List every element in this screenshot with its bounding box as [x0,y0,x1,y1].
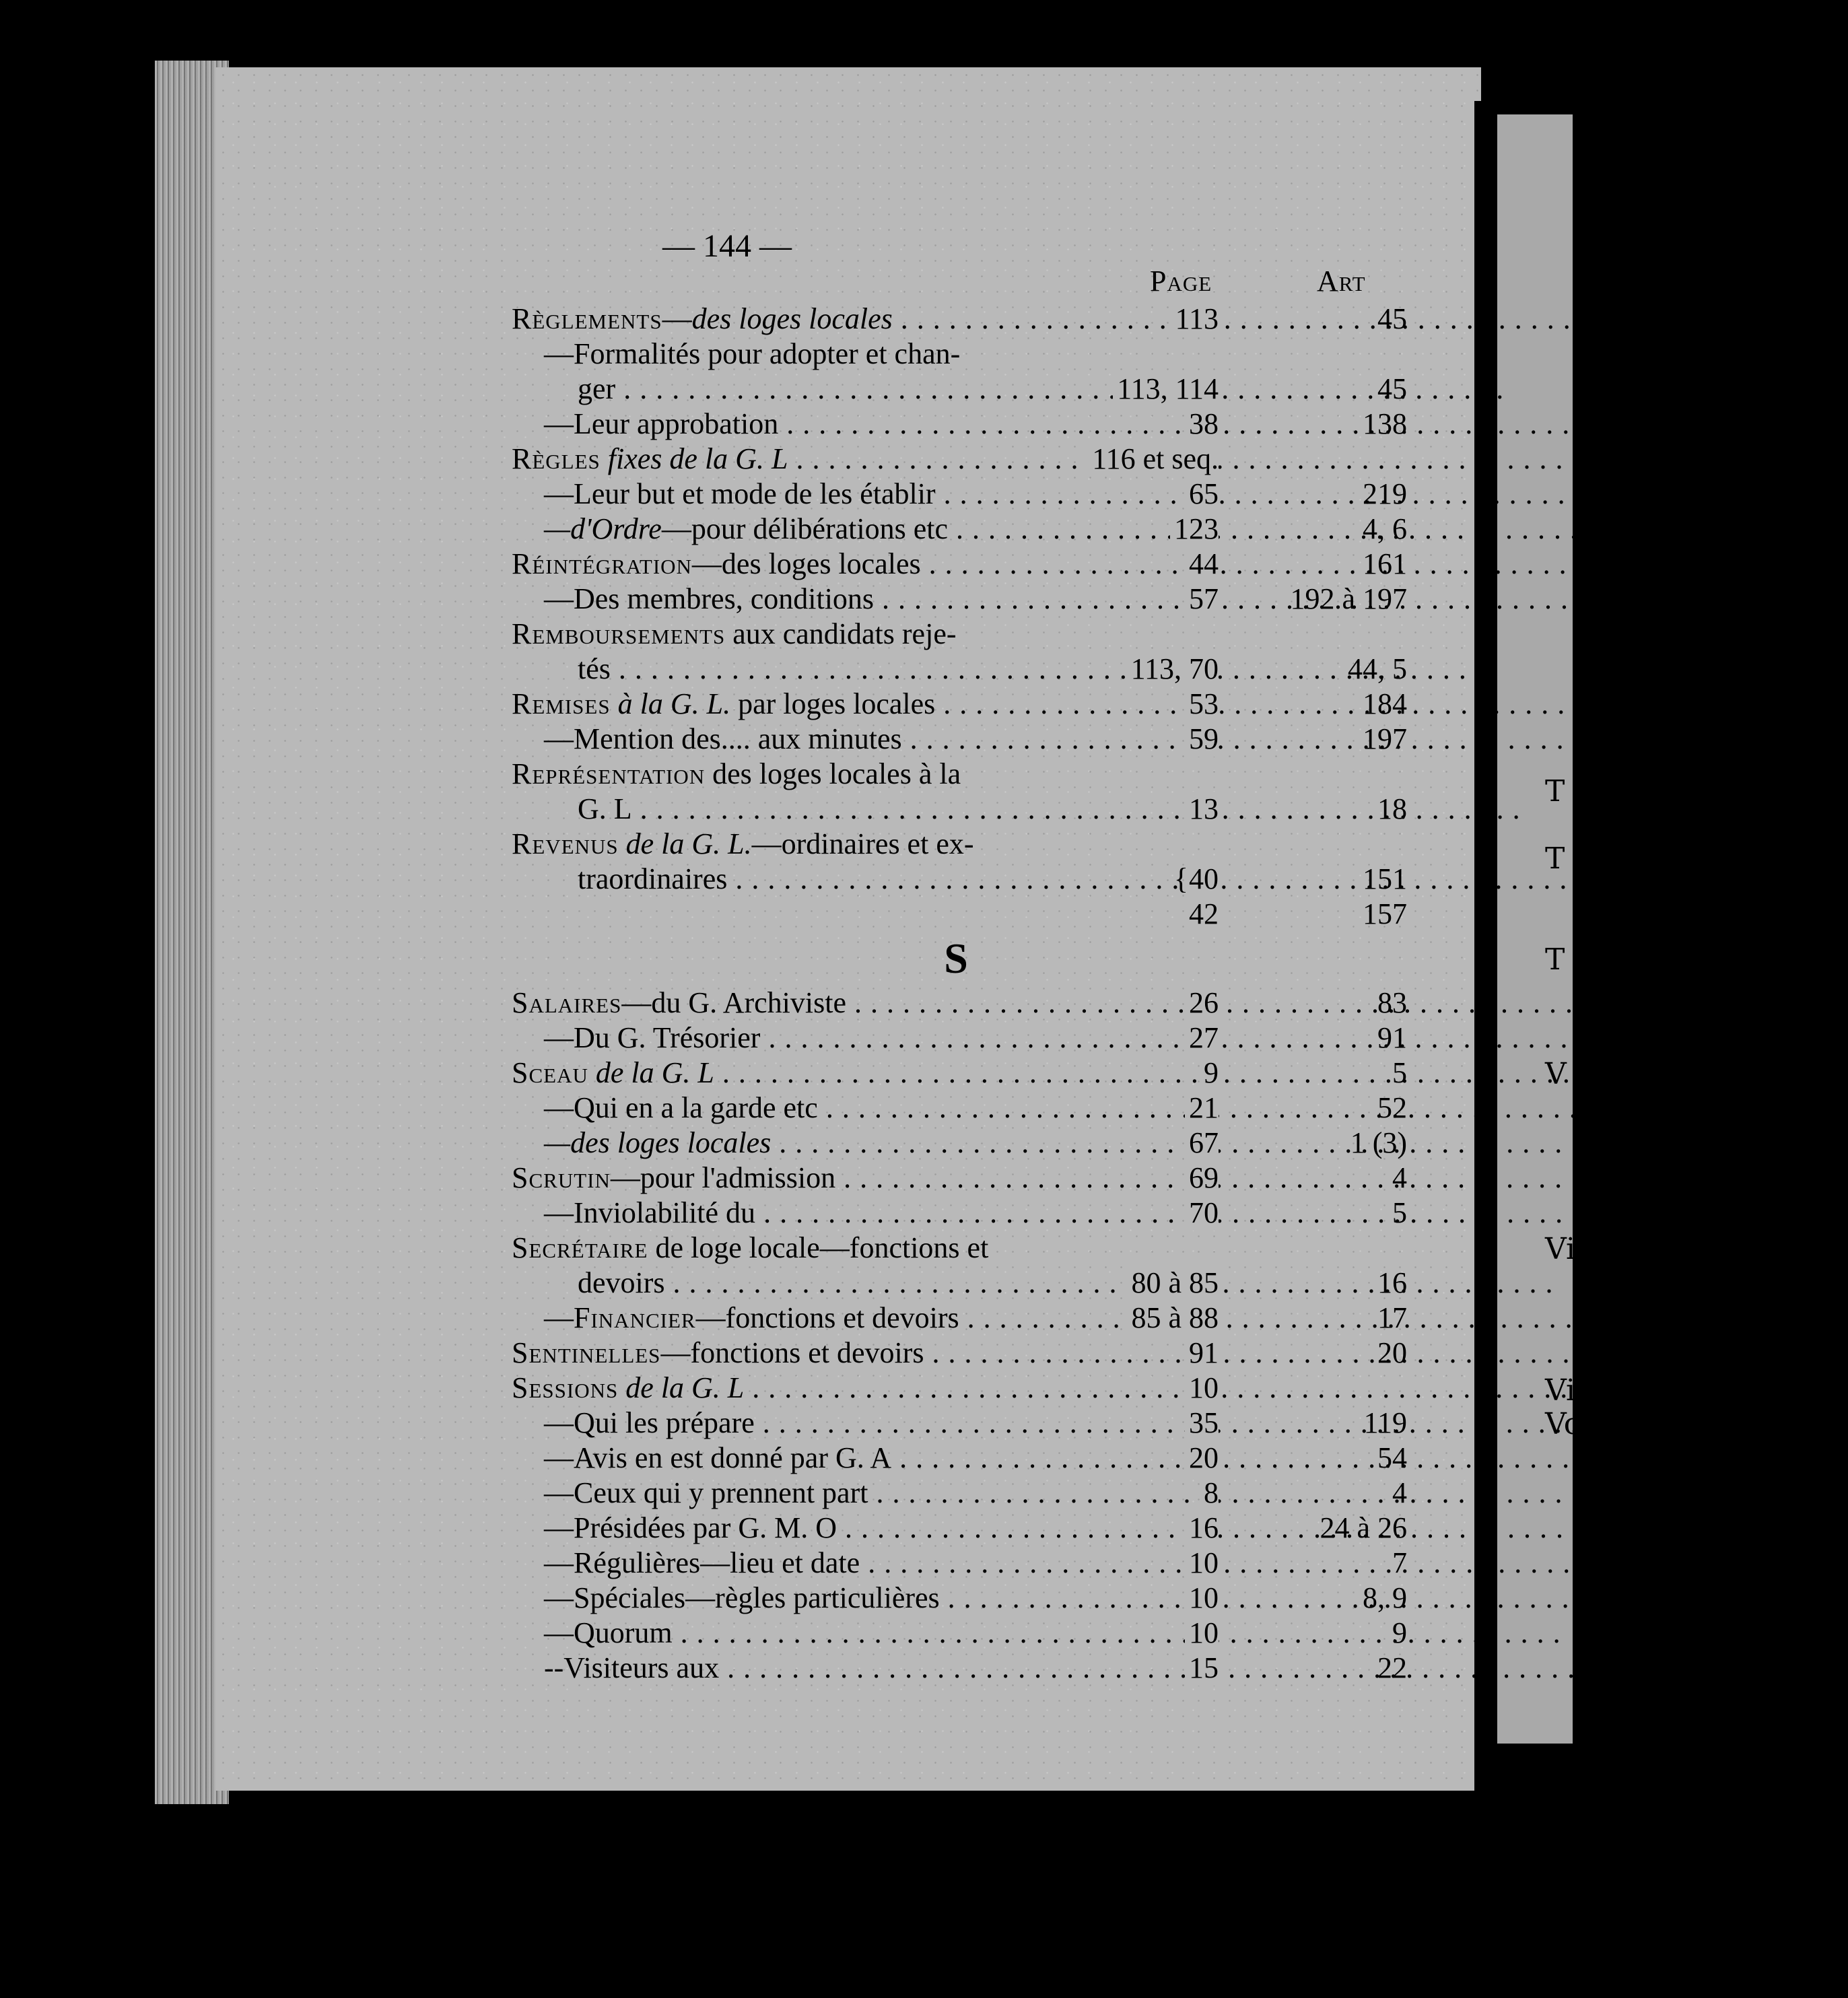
entry-heading: Sessions [512,1371,619,1404]
entry-label [544,512,1131,547]
entry-text: —Leur but et mode de les établir [544,477,936,510]
entry-heading: Remboursements [512,617,726,650]
index-section-r [512,302,1421,932]
entry-italic: à la G. L. [617,687,731,720]
entry-text [619,827,626,860]
page-ref: 9 [1200,1056,1219,1091]
page-ref: 27 [1185,1021,1219,1056]
index-entry [512,1161,1421,1196]
entry-text: —Qui les prépare [544,1406,755,1439]
entry-text: —pour délibérations etc [661,512,949,545]
entry-text: par loges locales [730,687,936,720]
page-ref: 16 [1185,1511,1219,1546]
article-ref: 52 [1377,1091,1407,1124]
page-ref: 15 [1185,1651,1219,1686]
entry-label [544,582,1131,617]
entry-text: —pour l'admission [610,1161,836,1194]
page-number: — 144 — [662,228,792,264]
entry-text: —Qui en a la garde etc [544,1091,818,1124]
index-entry [512,792,1421,827]
entry-label [512,757,1131,792]
page-ref: 91 [1185,1336,1219,1371]
entry-text: tés [578,652,611,685]
index-entry [512,1231,1421,1266]
index-entry [512,372,1421,407]
article-ref: 184 [1363,687,1407,720]
index-entry [512,1581,1421,1616]
page-ref: 8 [1200,1476,1219,1511]
entry-italic: —des loges locales [544,1126,772,1159]
page-ref: 53 [1185,687,1219,722]
article-ref: 4, 6 [1363,512,1407,545]
page-ref: 67 [1185,1126,1219,1161]
entry-label [544,1301,1131,1336]
index-entry [512,617,1421,652]
facing-page-letter: Vi [1545,1373,1576,1408]
entry-text: —des loges locales [691,547,921,580]
article-ref: 151 [1363,862,1407,895]
facing-page-letter: V [1545,1057,1567,1091]
entry-text: —Des membres, conditions [544,582,875,615]
article-ref: 22 [1377,1651,1407,1684]
entry-italic: des loges locales [691,302,893,335]
index-text [512,229,1421,1686]
entry-text: aux candidats reje- [725,617,957,650]
entry-text: —Présidées par G. M. O [544,1511,837,1544]
index-entry [512,827,1421,862]
entry-text: des loges locales à la [705,757,961,790]
article-ref: 45 [1377,302,1407,335]
article-ref: 161 [1363,547,1407,580]
entry-label [578,652,1131,687]
entry-label [512,1336,1131,1371]
article-ref: 192 à 197 [1290,582,1407,615]
entry-label [512,827,1131,862]
entry-text: --Visiteurs aux [544,1651,720,1684]
page-ref: 10 [1185,1546,1219,1581]
article-ref: 4 [1392,1476,1407,1509]
article-ref: 157 [1363,897,1407,930]
section-letter: S [944,934,968,982]
article-ref: 24 à 26 [1320,1511,1407,1544]
entry-italic: —d'Ordre [544,512,662,545]
entry-text: —Spéciales—règles particulières [544,1581,940,1614]
entry-label [578,792,1131,827]
entry-text: —ordinaires et ex- [751,827,974,860]
page-ref: 21 [1185,1091,1219,1126]
page-ref: 10 [1185,1616,1219,1651]
index-entry [512,1336,1421,1371]
column-header-art: Art [1317,265,1366,298]
entry-text: —Régulières—lieu et date [544,1546,860,1579]
page-ref: 38 [1185,407,1219,442]
article-ref: 219 [1363,477,1407,510]
entry-text [601,442,608,475]
article-ref: 8, 9 [1363,1581,1407,1614]
entry-italic: de la G. L [595,1056,714,1089]
entry-label [512,547,1131,582]
entry-text: —Quorum [544,1616,673,1649]
entry-text: —Du G. Trésorier [544,1021,761,1054]
page-ref: 35 [1185,1406,1219,1441]
entry-heading: Secrétaire [512,1231,648,1264]
entry-label [544,1651,1131,1686]
entry-text: —Mention des.... aux minutes [544,722,902,755]
index-entry [512,1056,1421,1091]
index-entry [512,582,1421,617]
page-ref: 20 [1185,1441,1219,1476]
index-entry [512,1091,1421,1126]
article-ref: 5 [1392,1056,1407,1089]
entry-label [512,687,1131,722]
index-entry [512,1441,1421,1476]
entry-label [544,1091,1131,1126]
index-entry [512,1301,1421,1336]
page-ref: 13 [1185,792,1219,827]
page-ref: 57 [1185,582,1219,617]
page-ref: 113 [1171,302,1219,337]
article-ref: 5 [1392,1196,1407,1229]
article-ref: 9 [1392,1616,1407,1649]
index-entry [512,337,1421,372]
index-entry [512,986,1421,1021]
entry-label [578,862,1131,897]
page-ref: 26 [1185,986,1219,1021]
entry-heading: Règlements [512,302,662,335]
index-entry [512,1126,1421,1161]
page-ref: 116 et seq. [1088,442,1219,477]
article-ref: 119 [1363,1406,1407,1439]
entry-label [544,1476,1131,1511]
entry-label [578,1266,1131,1301]
index-entry [512,722,1421,757]
index-entry [512,1196,1421,1231]
facing-page-letter: Vi [1545,1232,1576,1266]
page-ref: 69 [1185,1161,1219,1196]
page-ref: 113, 114 [1113,372,1219,407]
page-ref: 113, 70 [1127,652,1219,687]
entry-text: de loge locale—fonctions et [648,1231,989,1264]
article-ref: 197 [1363,722,1407,755]
index-section-s [512,986,1421,1686]
article-ref: 83 [1377,986,1407,1019]
entry-text: traordinaires [578,862,728,895]
index-entry [512,1406,1421,1441]
entry-italic: fixes de la G. L [607,442,788,475]
entry-italic: de la G. L [625,1371,745,1404]
entry-text: — [544,1301,574,1334]
entry-italic: de la G. L. [625,827,752,860]
page-ref: 42 [1185,897,1219,932]
index-entry [512,1511,1421,1546]
entry-label [544,1441,1131,1476]
entry-text: —Inviolabilité du [544,1196,756,1229]
article-ref: 7 [1392,1546,1407,1579]
index-entry [512,1651,1421,1686]
article-ref: 4 [1392,1161,1407,1194]
article-ref: 54 [1377,1441,1407,1474]
page-ref: 80 à 85 [1127,1266,1219,1301]
entry-label [544,1581,1131,1616]
entry-text: —Avis en est donné par G. A [544,1441,892,1474]
entry-text [618,1371,625,1404]
entry-text: G. L [578,792,632,825]
page-ref: 65 [1185,477,1219,512]
entry-label [512,1371,1131,1406]
facing-page-letter: T [1545,942,1565,977]
index-entry [512,1371,1421,1406]
entry-label [512,1231,1131,1266]
index-entry [512,1616,1421,1651]
entry-label [544,1546,1131,1581]
entry-text [588,1056,596,1089]
brace-mark: { [1173,862,1188,895]
article-ref: 16 [1377,1266,1407,1299]
index-entry [512,302,1421,337]
article-ref: 138 [1363,407,1407,440]
entry-text: devoirs [578,1266,665,1299]
entry-text: —du G. Archiviste [621,986,846,1019]
index-entry [512,897,1421,932]
entry-label [544,1126,1131,1161]
entry-label [512,1056,1131,1091]
entry-text: —Ceux qui y prennent part [544,1476,868,1509]
index-entry [512,477,1421,512]
article-ref: 91 [1377,1021,1407,1054]
column-headers [512,264,1421,302]
index-entry [512,1266,1421,1301]
entry-text: ger [578,372,616,405]
entry-text: —fonctions et devoirs [695,1301,959,1334]
entry-heading: Financier [574,1301,696,1334]
entry-label [544,407,1131,442]
index-entry [512,1021,1421,1056]
page-ref: 10 [1185,1371,1219,1406]
entry-heading: Salaires [512,986,622,1019]
entry-text: —Leur approbation [544,407,779,440]
index-entry [512,547,1421,582]
entry-label [544,1196,1131,1231]
page-ref: 10 [1185,1581,1219,1616]
article-ref: 18 [1377,792,1407,825]
entry-label [512,302,1131,337]
entry-heading: Sceau [512,1056,588,1089]
index-entry [512,757,1421,792]
entry-label [544,477,1131,512]
entry-label [544,722,1131,757]
entry-heading: Remises [512,687,611,720]
article-ref: 17 [1377,1301,1407,1334]
entry-heading: Sentinelles [512,1336,661,1369]
entry-text [611,687,618,720]
entry-heading: Représentation [512,757,706,790]
entry-text: — [662,302,692,335]
entry-text: —fonctions et devoirs [660,1336,924,1369]
entry-label [578,372,1131,407]
index-entry [512,652,1421,687]
entry-label [512,442,1131,477]
entry-heading: Règles [512,442,601,475]
page-ref: 59 [1185,722,1219,757]
index-entry [512,687,1421,722]
page-ref: 123 [1170,512,1219,547]
index-entry [512,512,1421,547]
page-ref: 40 [1185,862,1219,897]
entry-text: —Formalités pour adopter et chan- [544,337,961,370]
facing-page-letter: T [1545,841,1565,876]
index-entry [512,442,1421,477]
facing-page-letter: Vo [1545,1407,1582,1441]
article-ref: 1 (3) [1350,1126,1407,1159]
article-ref: 20 [1377,1336,1407,1369]
entry-label [512,986,1131,1021]
article-ref: 44, 5 [1348,652,1407,685]
column-header-page: Page [1150,265,1212,298]
entry-heading: Revenus [512,827,619,860]
page-ref: 70 [1185,1196,1219,1231]
article-ref: 45 [1377,372,1407,405]
page-ref: 44 [1185,547,1219,582]
index-entry [512,1476,1421,1511]
index-entry [512,1546,1421,1581]
entry-heading: Scrutin [512,1161,611,1194]
entry-label [544,337,1131,372]
entry-heading: Réintégration [512,547,692,580]
entry-label [544,1511,1131,1546]
page-ref: 85 à 88 [1127,1301,1219,1336]
entry-label [544,1406,1131,1441]
entry-label [512,1161,1131,1196]
index-entry [512,407,1421,442]
facing-page-letter: T [1545,774,1565,808]
entry-label [544,1616,1131,1651]
entry-label [544,1021,1131,1056]
index-entry [512,862,1421,897]
entry-label [512,617,1131,652]
